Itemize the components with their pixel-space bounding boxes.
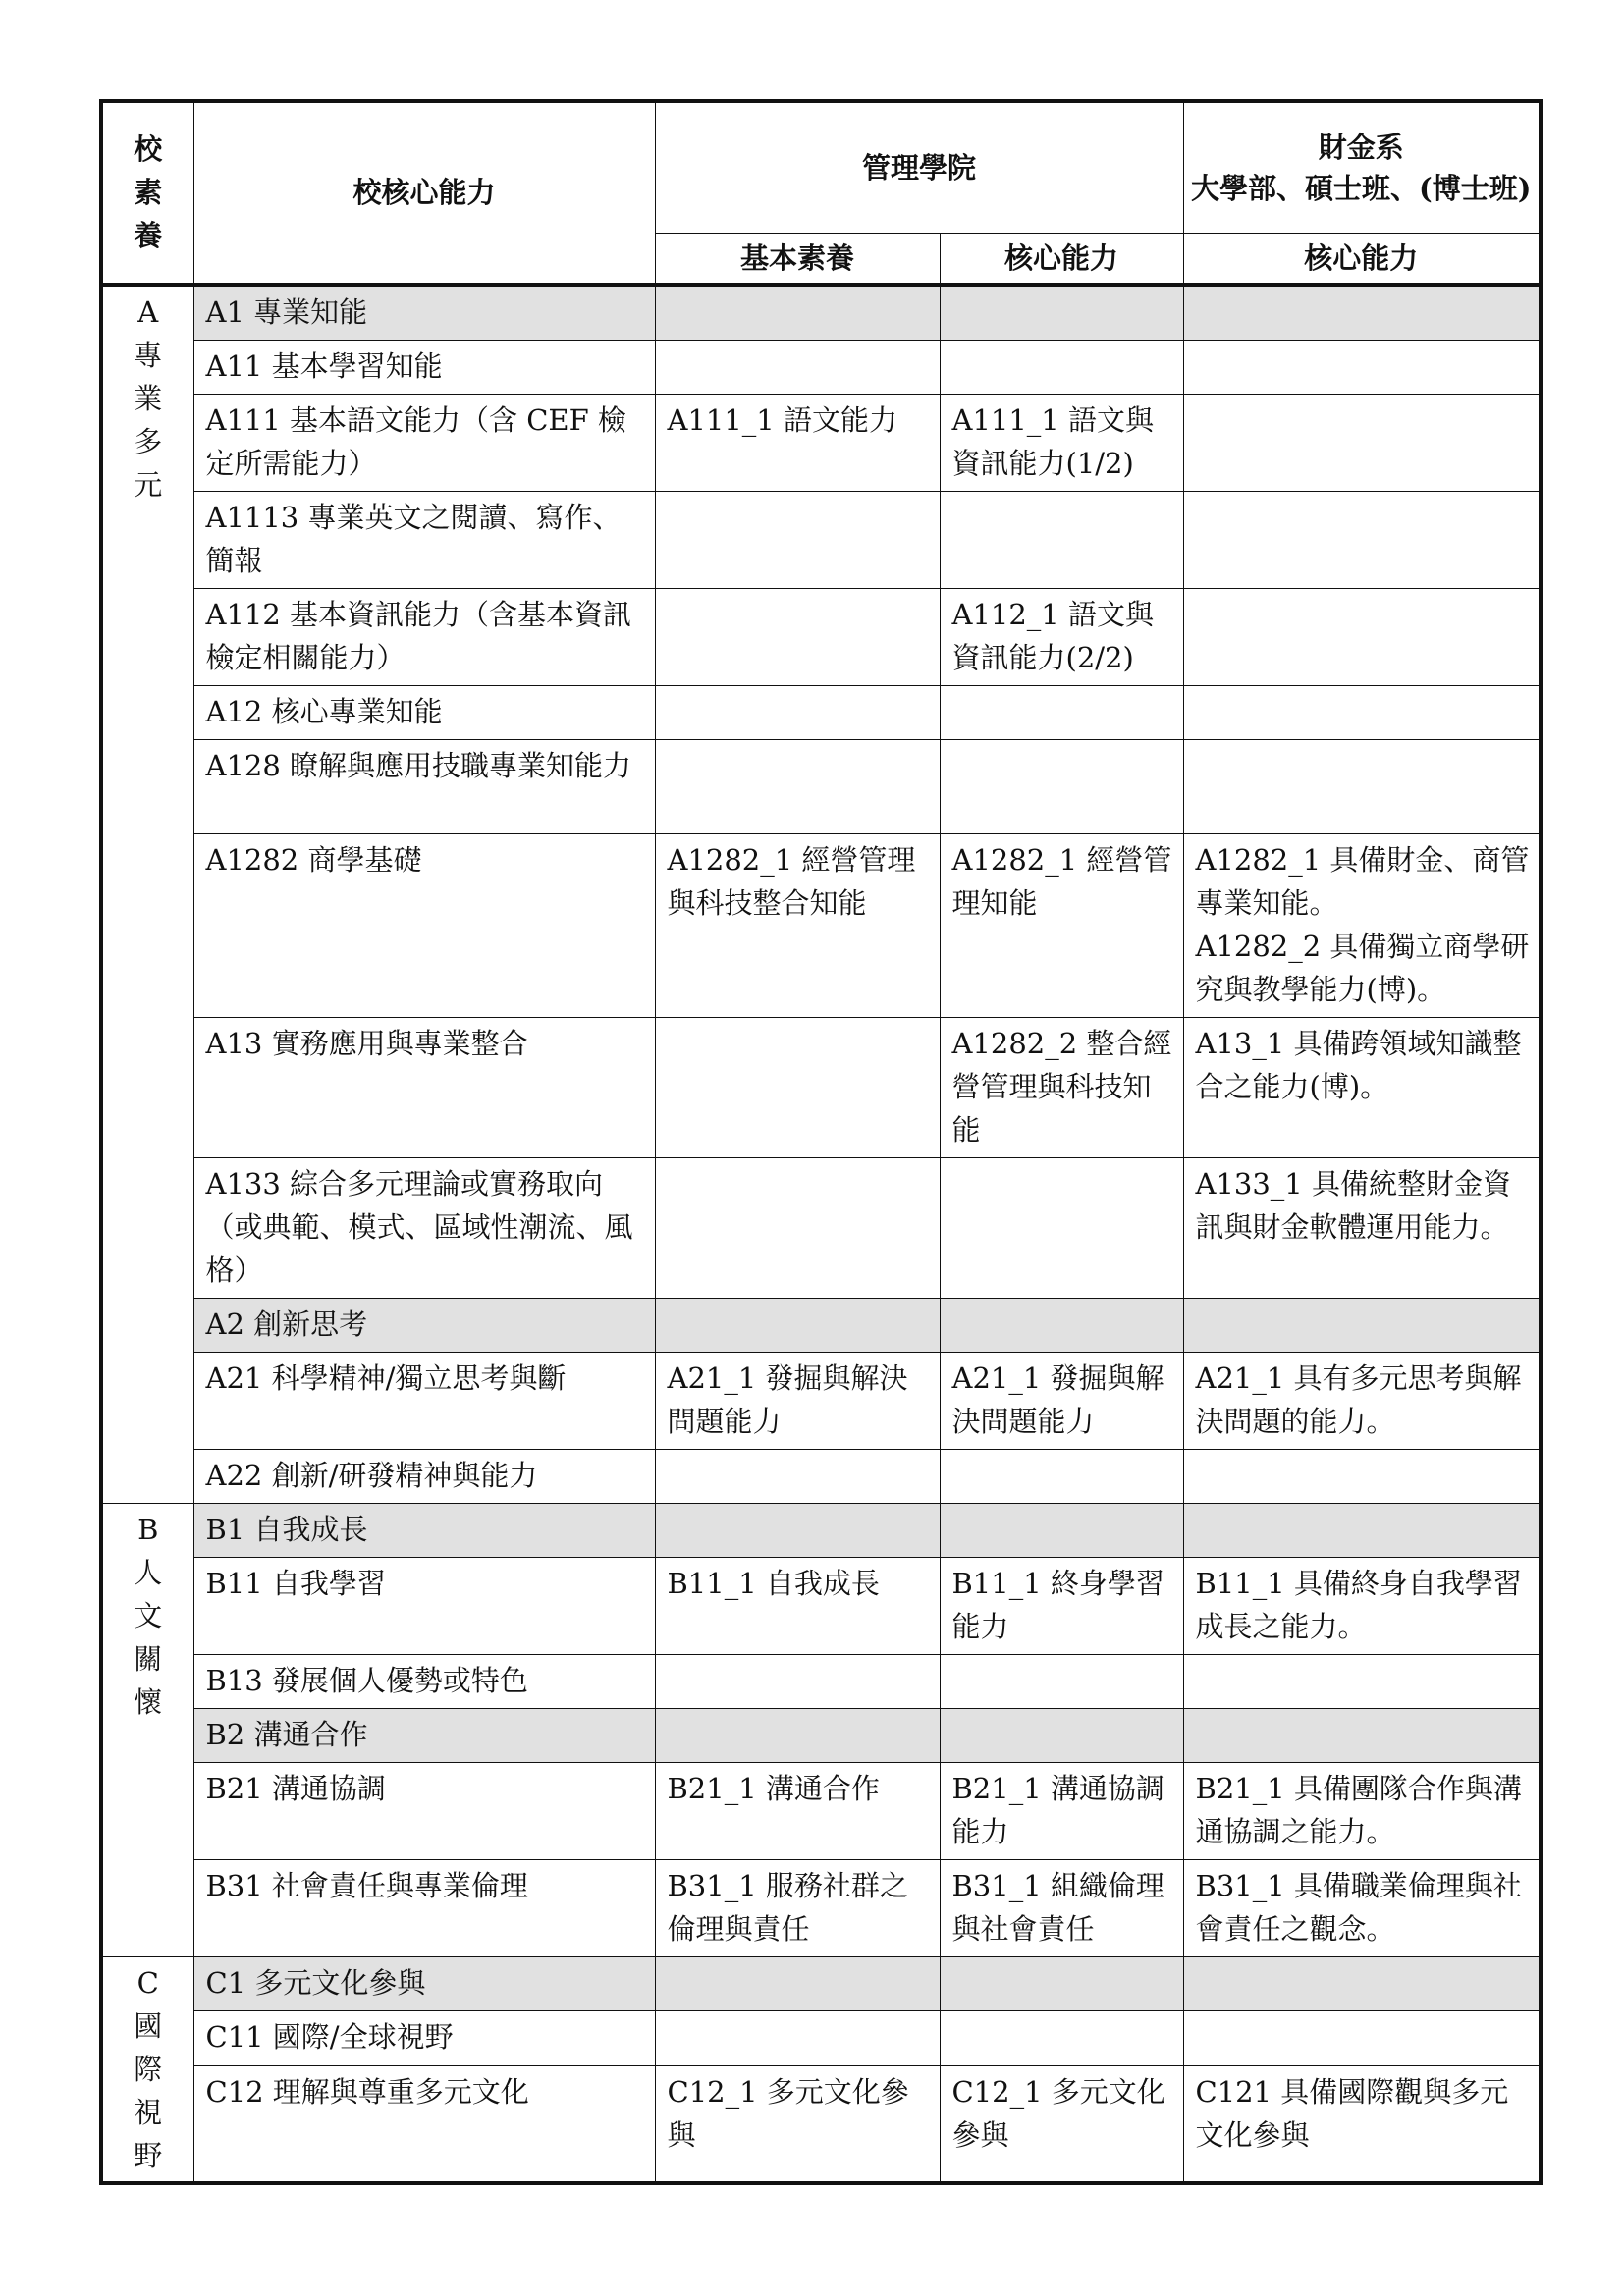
basic-cell: C12_1 多元文化參與 [655, 2065, 940, 2182]
basic-cell [655, 491, 940, 588]
dept-cell: B11_1 具備終身自我學習成長之能力。 [1183, 1557, 1541, 1654]
basic-cell: A111_1 語文能力 [655, 394, 940, 491]
dept-cell: A21_1 具有多元思考與解決問題的能力。 [1183, 1352, 1541, 1449]
basic-cell: B31_1 服務社群之倫理與責任 [655, 1859, 940, 1956]
core-cell: C11 國際/全球視野 [193, 2011, 655, 2066]
college-core-cell [940, 1503, 1183, 1557]
header-basic-literacy: 基本素養 [655, 233, 940, 285]
header-college-core: 核心能力 [940, 233, 1183, 285]
basic-cell [655, 1298, 940, 1352]
table-row [101, 1449, 1541, 1503]
dept-cell [1183, 739, 1541, 833]
table-row [101, 833, 1541, 1017]
core-cell: A21 科學精神/獨立思考與斷 [193, 1352, 655, 1449]
college-core-cell: A112_1 語文與資訊能力(2/2) [940, 588, 1183, 685]
core-cell: A1113 專業英文之閱讀、寫作、簡報 [193, 491, 655, 588]
table-row [101, 1298, 1541, 1352]
dept-cell [1183, 394, 1541, 491]
basic-cell: A21_1 發掘與解決問題能力 [655, 1352, 940, 1449]
table-row [101, 1557, 1541, 1654]
college-core-cell: B11_1 終身學習能力 [940, 1557, 1183, 1654]
college-core-cell [940, 1956, 1183, 2011]
table-row [101, 2065, 1541, 2182]
header-department-programs: 大學部、碩士班、(博士班) [1191, 171, 1532, 205]
dept-cell [1183, 1449, 1541, 1503]
core-cell: B21 溝通協調 [193, 1762, 655, 1859]
basic-cell: A1282_1 經營管理與科技整合知能 [655, 833, 940, 1017]
basic-cell [655, 1017, 940, 1157]
basic-cell [655, 340, 940, 394]
basic-cell [655, 685, 940, 739]
header-department [1183, 101, 1541, 233]
college-core-cell [940, 1157, 1183, 1298]
table-row [101, 394, 1541, 491]
college-core-cell: A21_1 發掘與解決問題能力 [940, 1352, 1183, 1449]
table-row [101, 491, 1541, 588]
dept-cell [1183, 833, 1541, 1017]
core-cell: A1282 商學基礎 [193, 833, 655, 1017]
dept-cell [1183, 340, 1541, 394]
basic-cell [655, 588, 940, 685]
table-row [101, 1859, 1541, 1956]
dept-cell [1183, 588, 1541, 685]
college-core-cell [940, 1654, 1183, 1708]
core-cell: B31 社會責任與專業倫理 [193, 1859, 655, 1956]
college-core-cell [940, 1708, 1183, 1762]
table-row [101, 2011, 1541, 2066]
basic-cell [655, 739, 940, 833]
dept-cell: B31_1 具備職業倫理與社會責任之觀念。 [1183, 1859, 1541, 1956]
college-core-cell: C12_1 多元文化參與 [940, 2065, 1183, 2182]
college-core-cell [940, 1449, 1183, 1503]
dept-cell [1183, 1298, 1541, 1352]
basic-cell [655, 1503, 940, 1557]
dept-cell: C121 具備國際觀與多元文化參與 [1183, 2065, 1541, 2182]
college-core-cell: A1282_2 整合經營管理與科技知能 [940, 1017, 1183, 1157]
basic-cell [655, 2011, 940, 2066]
basic-cell [655, 1956, 940, 2011]
core-cell: A133 綜合多元理論或實務取向（或典範、模式、區域性潮流、風格） [193, 1157, 655, 1298]
basic-cell [655, 1654, 940, 1708]
college-core-cell: A1282_1 經營管理知能 [940, 833, 1183, 1017]
core-cell: A112 基本資訊能力（含基本資訊檢定相關能力） [193, 588, 655, 685]
table-row [101, 285, 1541, 341]
dept-cell: A133_1 具備統整財金資訊與財金軟體運用能力。 [1183, 1157, 1541, 1298]
core-cell: A2 創新思考 [193, 1298, 655, 1352]
dept-cell [1183, 1956, 1541, 2011]
table-row [101, 1503, 1541, 1557]
dept-item: A1282_2 具備獨立商學研究與教學能力(博)。 [1195, 929, 1530, 1006]
core-cell: B13 發展個人優勢或特色 [193, 1654, 655, 1708]
dept-cell: B21_1 具備團隊合作與溝通協調之能力。 [1183, 1762, 1541, 1859]
table-row [101, 1708, 1541, 1762]
college-core-cell [940, 2011, 1183, 2066]
core-cell: B11 自我學習 [193, 1557, 655, 1654]
table-row [101, 685, 1541, 739]
table-row [101, 1654, 1541, 1708]
dept-item: A1282_1 具備財金、商管專業知能。 [1195, 842, 1530, 920]
core-cell: A13 實務應用與專業整合 [193, 1017, 655, 1157]
dept-cell [1183, 685, 1541, 739]
core-cell: A128 瞭解與應用技職專業知能力 [193, 739, 655, 833]
table-row [101, 588, 1541, 685]
basic-cell [655, 1449, 940, 1503]
header-department-name: 財金系 [1318, 130, 1404, 164]
category-b: B人文關懷 [101, 1503, 193, 1956]
basic-cell: B21_1 溝通合作 [655, 1762, 940, 1859]
college-core-cell [940, 285, 1183, 341]
college-core-cell [940, 1298, 1183, 1352]
header-core-competency: 校核心能力 [193, 101, 655, 285]
header-dept-core: 核心能力 [1183, 233, 1541, 285]
dept-cell: A13_1 具備跨領域知識整合之能力(博)。 [1183, 1017, 1541, 1157]
header-school-literacy: 校素養 [101, 101, 193, 285]
table-row [101, 1762, 1541, 1859]
basic-cell [655, 285, 940, 341]
dept-cell [1183, 1708, 1541, 1762]
college-core-cell [940, 685, 1183, 739]
college-core-cell [940, 340, 1183, 394]
table-row [101, 739, 1541, 833]
dept-cell [1183, 285, 1541, 341]
table-row [101, 1352, 1541, 1449]
dept-cell [1183, 491, 1541, 588]
category-a: A專業多元 [101, 285, 193, 1504]
basic-cell [655, 1157, 940, 1298]
core-cell: A1 專業知能 [193, 285, 655, 341]
core-cell: A11 基本學習知能 [193, 340, 655, 394]
dept-cell [1183, 2011, 1541, 2066]
basic-cell: B11_1 自我成長 [655, 1557, 940, 1654]
core-cell: B2 溝通合作 [193, 1708, 655, 1762]
dept-cell [1183, 1503, 1541, 1557]
core-cell: A12 核心專業知能 [193, 685, 655, 739]
dept-cell [1183, 1654, 1541, 1708]
college-core-cell: B21_1 溝通協調能力 [940, 1762, 1183, 1859]
core-cell: A22 創新/研發精神與能力 [193, 1449, 655, 1503]
core-cell: C12 理解與尊重多元文化 [193, 2065, 655, 2182]
college-core-cell [940, 739, 1183, 833]
table-row [101, 1157, 1541, 1298]
table-row [101, 1956, 1541, 2011]
competency-table [99, 99, 1543, 2185]
header-college: 管理學院 [655, 101, 1183, 233]
table-row [101, 1017, 1541, 1157]
table-row [101, 340, 1541, 394]
core-cell: A111 基本語文能力（含 CEF 檢定所需能力） [193, 394, 655, 491]
college-core-cell [940, 491, 1183, 588]
core-cell: C1 多元文化參與 [193, 1956, 655, 2011]
core-cell: B1 自我成長 [193, 1503, 655, 1557]
category-c: C國際視野 [101, 1956, 193, 2183]
college-core-cell: B31_1 組織倫理與社會責任 [940, 1859, 1183, 1956]
college-core-cell: A111_1 語文與資訊能力(1/2) [940, 394, 1183, 491]
basic-cell [655, 1708, 940, 1762]
